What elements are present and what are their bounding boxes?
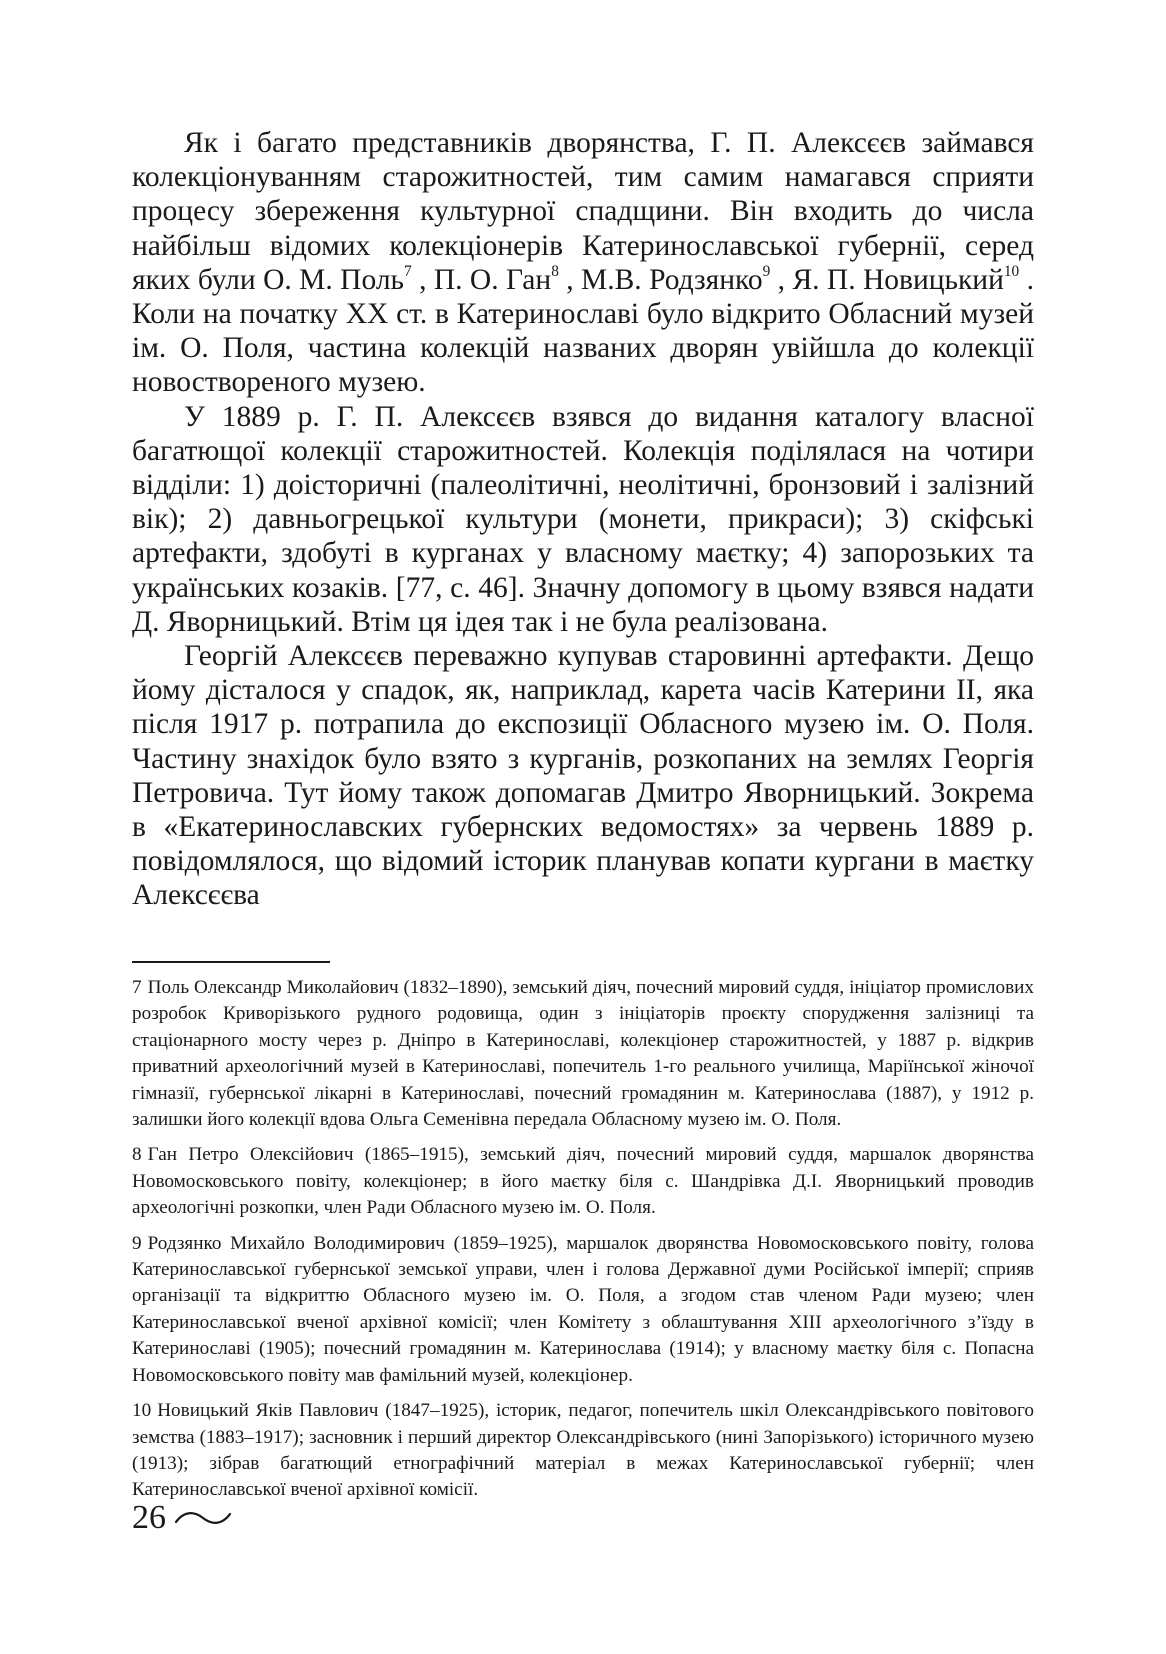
footnote-number: 8 [132, 1144, 142, 1166]
footnote-ref-7: 7 [404, 262, 412, 280]
paragraph-1-text-e: . Коли на початку ХХ ст. в Катеринославі було відкрито Обласний музей ім. О. Поля, частина колекцій названих дворян увійшла до колекції новоствореного музею. [132, 263, 1034, 399]
paragraph-2: У 1889 р. Г. П. Алексєєв взявся до видання каталогу власної багатющої колекції старожитностей. Колекція поділялася на чотири відділи: 1) доісторичні (палеолітичні, неолітичні, бронзовий і залізний вік); 2) давньогрецької культури (монети, прикраси); 3) скіфські артефакти, здобуті в курганах у власному маєтку; 4) запорозьких та українських козаків. [77, с. 46]. Значну допомогу в цьому взявся надати Д. Яворницький. Втім ця ідея так і не була реалізована. [132, 400, 1034, 638]
paragraph-1-text-d: , Я. П. Новицький [770, 263, 1004, 296]
tilde-swash-icon [174, 1508, 232, 1528]
footnote-text: Новицький Яків Павлович (1847–1925), історик, педагог, попечитель шкіл Олександрівського повітового земства (1883–1917); засновник і перший директор Олександрівського (нині Запорізького) історичного музею (1913); зібрав багатющий етнографічний матеріал в межах Катеринославської губернії; член Катеринославської вченої архівної комісії. [132, 1400, 1034, 1501]
paragraph-1 [132, 126, 1034, 400]
paragraph-1-text-c: , М.В. Родзянко [558, 263, 763, 296]
footnote-9 [132, 1231, 1034, 1389]
footnote-8 [132, 1142, 1034, 1221]
paragraph-1-text-a: Як і багато представників дворянства, Г. П. Алексєєв займався колекціонуванням старожитностей, тим самим намагався сприяти процесу збереження культурної спадщини. Він входить до числа найбільш відомих колекціонерів Катеринославської губернії, серед яких були О. М. Поль [132, 127, 1034, 296]
footnote-number: 9 [132, 1232, 142, 1254]
page-number: 26 [132, 1499, 166, 1536]
footnote-10 [132, 1398, 1034, 1504]
paragraph-1-text-b: , П. О. Ган [411, 263, 552, 296]
footnote-separator [132, 961, 330, 963]
footnote-text: Ган Петро Олексійович (1865–1915), земський діяч, почесний мировий суддя, маршалок дворянства Новомосковського повіту, колекціонер; в його маєтку біля с. Шандрівка Д.І. Яворницький проводив археологічні розкопки, член Ради Обласного музею ім. О. Поля. [132, 1144, 1034, 1219]
footnote-number: 10 [132, 1400, 152, 1422]
footnote-text: Поль Олександр Миколайович (1832–1890), земський діяч, почесний мировий суддя, ініціатор промислових розробок Криворізького рудного родовища, один з ініціаторів проєкту спорудження залізниці та стаціонарного мосту через р. Дніпро в Катеринославі, колекціонер старожитностей, у 1887 р. відкрив приватний археологічний музей в Катеринославі, попечитель 1-го реального училища, Маріїнської жіночої гімназії, губернської лікарні в Катеринославі, почесний громадянин м. Катеринослава (1887), у 1912 р. залишки його колекції вдова Ольга Семенівна передала Обласному музею ім. О. Поля. [132, 977, 1034, 1131]
page-footer [132, 1498, 232, 1538]
main-text [132, 126, 1034, 913]
footnote-text: Родзянко Михайло Володимирович (1859–1925), маршалок дворянства Новомосковського повіту, голова Катеринославської губернської земської управи, член і голова Державної думи Російської імперії; сприяв організації та відкриттю Обласного музею ім. О. Поля, а згодом став членом Ради музею; член Катеринославської вченої архівної комісії; член Комітету з облаштування XIII археологічного з’їзду в Катеринославі (1905); почесний громадянин м. Катеринослава (1914); у власному маєтку біля с. Попасна Новомосковського повіту мав фамільний музей, колекціонер. [132, 1232, 1034, 1386]
footnote-7 [132, 975, 1034, 1133]
footnote-ref-10: 10 [1003, 262, 1020, 280]
footnote-ref-8: 8 [551, 262, 559, 280]
footnote-ref-9: 9 [762, 262, 771, 280]
footnotes [132, 975, 1034, 1504]
footnote-number: 7 [132, 977, 142, 998]
paragraph-3: Георгій Алексєєв переважно купував старовинні артефакти. Дещо йому дісталося у спадок, як, наприклад, карета часів Катерини II, яка після 1917 р. потрапила до експозиції Обласного музею ім. О. Поля. Частину знахідок було взято з курганів, розкопаних на землях Георгія Петровича. Тут йому також допомагав Дмитро Яворницький. Зокрема в «Екатеринославских губернских ведомостях» за червень 1889 р. повідомлялося, що відомий історик планував копати кургани в маєтку Алексєєва [132, 640, 1034, 912]
